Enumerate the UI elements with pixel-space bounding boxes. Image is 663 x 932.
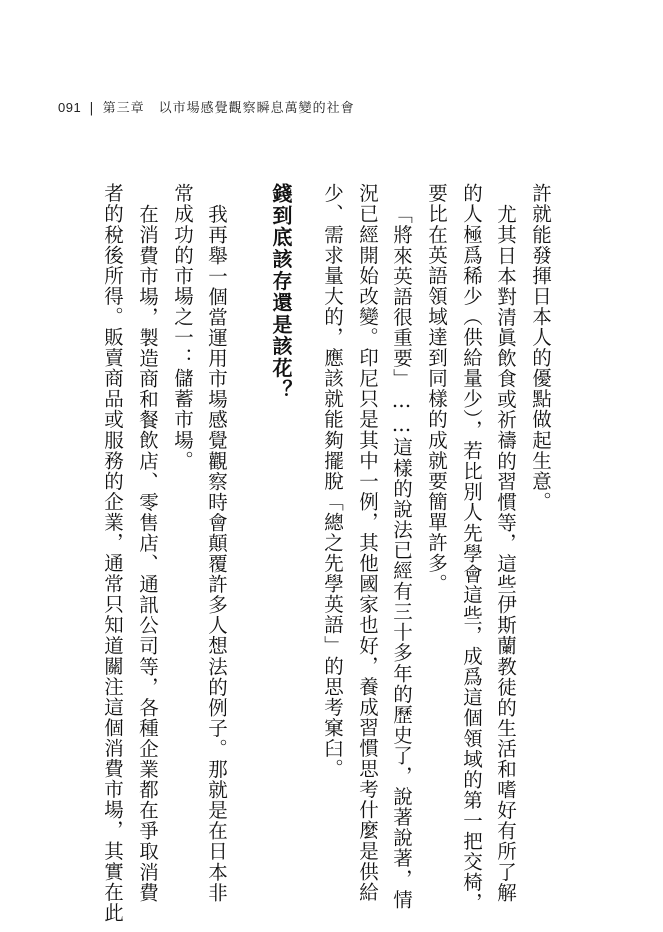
- section-heading: 錢到底該存還是該花？: [269, 183, 293, 401]
- page-number: 091: [58, 100, 82, 115]
- text-column: 況已經開始改變。印尼只是其中一例，其他國家也好，養成習慣思考什麼是供給: [356, 183, 379, 903]
- text-column: 「將來英語很重要」……這樣的說法已經有三十多年的歷史了，說著說著，情: [390, 204, 413, 910]
- text-column: 要比在英語領域達到同樣的成就要簡單許多。: [425, 183, 448, 594]
- text-column: 我再舉一個當運用市場感覺觀察時會顛覆許多人想法的例子。那就是在日本非: [205, 204, 228, 903]
- text-column: 尤其日本對清眞飲食或祈禱的習慣等，這些伊斯蘭教徒的生活和嗜好有所了解: [494, 204, 517, 903]
- chapter-title: 第三章 以市場感覺觀察瞬息萬變的社會: [102, 101, 355, 116]
- header-separator: |: [89, 101, 95, 116]
- running-header: [58, 100, 618, 117]
- text-column: 者的稅後所得。販賣商品或服務的企業，通常只知道關注這個消費市場，其實在此: [101, 183, 124, 923]
- text-column: 少、需求量大的，應該就能夠擺脫「總之先學英語」的思考窠臼。: [321, 183, 344, 779]
- text-column: 許就能發揮日本人的優點做起生意。: [529, 183, 552, 512]
- text-column: 常成功的市場之一：儲蓄市場。: [171, 183, 194, 471]
- text-column: 在消費市場，製造商和餐飲店、零售店、通訊公司等，各種企業都在爭取消費: [136, 204, 159, 903]
- text-column: 的人極爲稀少（供給量少），若比別人先學會這些，成爲這個領域的第一把交椅，: [460, 183, 483, 914]
